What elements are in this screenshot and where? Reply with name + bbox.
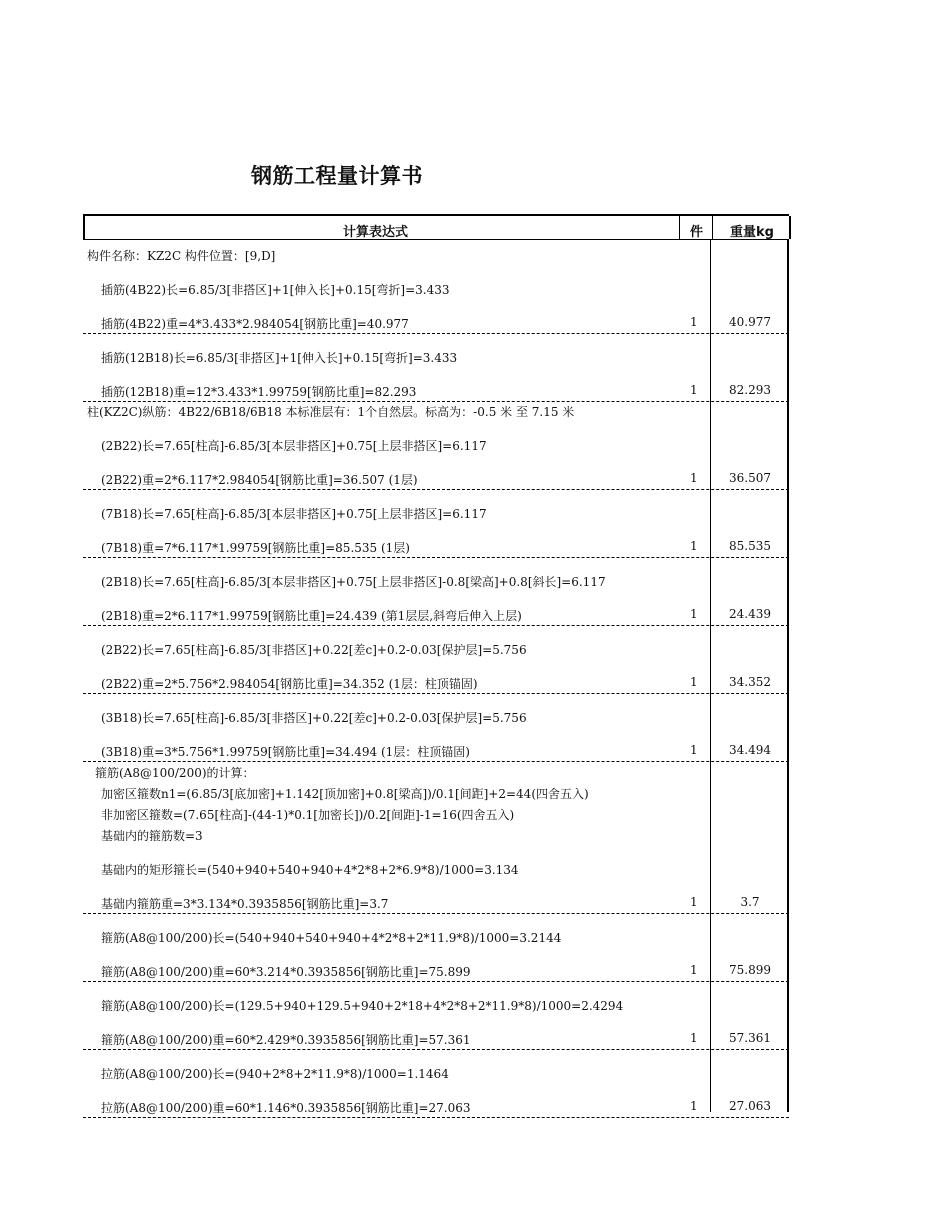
quantity-cell: 1 [690, 675, 698, 689]
table-body [83, 240, 789, 1115]
weight-cell: 75.899 [729, 963, 771, 977]
quantity-cell: 1 [690, 315, 698, 329]
expr-line: (2B22)长=7.65[柱高]-6.85/3[非搭区]+0.22[差c]+0.2-0.03[保护层]=5.756 [101, 643, 527, 657]
header-weight: 重量kg [730, 225, 774, 240]
expr-line: 插筋(12B18)重=12*3.433*1.99759[钢筋比重]=82.293 [101, 385, 417, 399]
row-separator [83, 913, 789, 914]
expr-line: (3B18)重=3*5.756*1.99759[钢筋比重]=34.494 (1层：柱顶锚固) [101, 745, 470, 759]
row-separator [83, 1049, 789, 1050]
row-separator [83, 693, 789, 694]
expr-line: 加密区箍数n1=(6.85/3[底加密]+1.142[顶加密]+0.8[梁高])/0.1[间距]+2=44(四舍五入) [101, 787, 589, 801]
expr-line: 拉筋(A8@100/200)重=60*1.146*0.3935856[钢筋比重]=27.063 [101, 1101, 471, 1115]
quantity-cell: 1 [690, 1031, 698, 1045]
calc-table [83, 214, 789, 1115]
weight-cell: 34.352 [729, 675, 771, 689]
expr-line: 拉筋(A8@100/200)长=(940+2*8+2*11.9*8)/1000=1.1464 [101, 1067, 449, 1081]
expr-line: 箍筋(A8@100/200)长=(129.5+940+129.5+940+2*18+4*2*8+2*11.9*8)/1000=2.4294 [101, 999, 624, 1013]
expr-line: (2B22)重=2*6.117*2.984054[钢筋比重]=36.507 (1层) [101, 473, 418, 487]
header-expression: 计算表达式 [343, 225, 409, 240]
component-info: 构件名称：KZ2C 构件位置：[9,D] [87, 249, 276, 263]
table-header [83, 214, 789, 240]
expr-line: (2B22)长=7.65[柱高]-6.85/3[本层非搭区]+0.75[上层非搭区]=6.117 [101, 439, 487, 453]
quantity-cell: 1 [690, 895, 698, 909]
expr-line: 基础内的矩形箍长=(540+940+540+940+4*2*8+2*6.9*8)/1000=3.134 [101, 863, 519, 877]
weight-cell: 57.361 [729, 1031, 771, 1045]
expr-line: (3B18)长=7.65[柱高]-6.85/3[非搭区]+0.22[差c]+0.2-0.03[保护层]=5.756 [101, 711, 527, 725]
expr-line: (7B18)长=7.65[柱高]-6.85/3[本层非搭区]+0.75[上层非搭区]=6.117 [101, 507, 487, 521]
expr-line: 基础内的箍筋数=3 [101, 829, 203, 843]
header-divider [679, 216, 680, 239]
expr-line: 箍筋(A8@100/200)长=(540+940+540+940+4*2*8+2*11.9*8)/1000=3.2144 [101, 931, 562, 945]
weight-cell: 36.507 [729, 471, 771, 485]
expr-line: 非加密区箍数=(7.65[柱高]-(44-1)*0.1[加密长])/0.2[间距]-1=16(四舍五入) [101, 808, 515, 822]
header-divider [712, 216, 713, 239]
header-quantity: 件 [690, 225, 704, 240]
expr-line: (2B18)长=7.65[柱高]-6.85/3[本层非搭区]+0.75[上层非搭区]-0.8[梁高]+0.8[斜长]=6.117 [101, 575, 606, 589]
weight-cell: 82.293 [729, 383, 771, 397]
expr-line: 基础内箍筋重=3*3.134*0.3935856[钢筋比重]=3.7 [101, 897, 389, 911]
row-separator [83, 761, 789, 762]
stirrup-heading: 箍筋(A8@100/200)的计算： [95, 766, 255, 780]
quantity-cell: 1 [690, 539, 698, 553]
row-separator [83, 557, 789, 558]
expr-line: (2B22)重=2*5.756*2.984054[钢筋比重]=34.352 (1层：柱顶锚固) [101, 677, 478, 691]
quantity-cell: 1 [690, 963, 698, 977]
header-divider [789, 216, 791, 239]
weight-cell: 34.494 [729, 743, 771, 757]
expr-line: (2B18)重=2*6.117*1.99759[钢筋比重]=24.439 (第1层层,斜弯后伸入上层) [101, 609, 522, 623]
quantity-cell: 1 [690, 383, 698, 397]
expr-line: 箍筋(A8@100/200)重=60*3.214*0.3935856[钢筋比重]=75.899 [101, 965, 471, 979]
row-separator [83, 333, 789, 334]
column-info: 柱(KZ2C)纵筋：4B22/6B18/6B18 本标准层有：1个自然层。标高为：-0.5 米 至 7.15 米 [87, 405, 575, 419]
expr-line: 插筋(4B22)重=4*3.433*2.984054[钢筋比重]=40.977 [101, 317, 409, 331]
expr-line: 插筋(4B22)长=6.85/3[非搭区]+1[伸入长]+0.15[弯折]=3.433 [101, 283, 450, 297]
row-separator [83, 1117, 789, 1118]
expr-line: 插筋(12B18)长=6.85/3[非搭区]+1[伸入长]+0.15[弯折]=3.433 [101, 351, 458, 365]
quantity-cell: 1 [690, 743, 698, 757]
row-separator [83, 625, 789, 626]
row-separator [83, 401, 789, 402]
weight-cell: 24.439 [729, 607, 771, 621]
page-title: 钢筋工程量计算书 [251, 164, 423, 188]
expr-line: 箍筋(A8@100/200)重=60*2.429*0.3935856[钢筋比重]=57.361 [101, 1033, 471, 1047]
weight-cell: 27.063 [729, 1099, 771, 1113]
weight-cell: 40.977 [729, 315, 771, 329]
expr-line: (7B18)重=7*6.117*1.99759[钢筋比重]=85.535 (1层) [101, 541, 410, 555]
weight-cell: 85.535 [729, 539, 771, 553]
row-separator [83, 489, 789, 490]
quantity-cell: 1 [690, 607, 698, 621]
quantity-cell: 1 [690, 1099, 698, 1113]
weight-cell: 3.7 [740, 895, 760, 909]
row-separator [83, 981, 789, 982]
quantity-cell: 1 [690, 471, 698, 485]
